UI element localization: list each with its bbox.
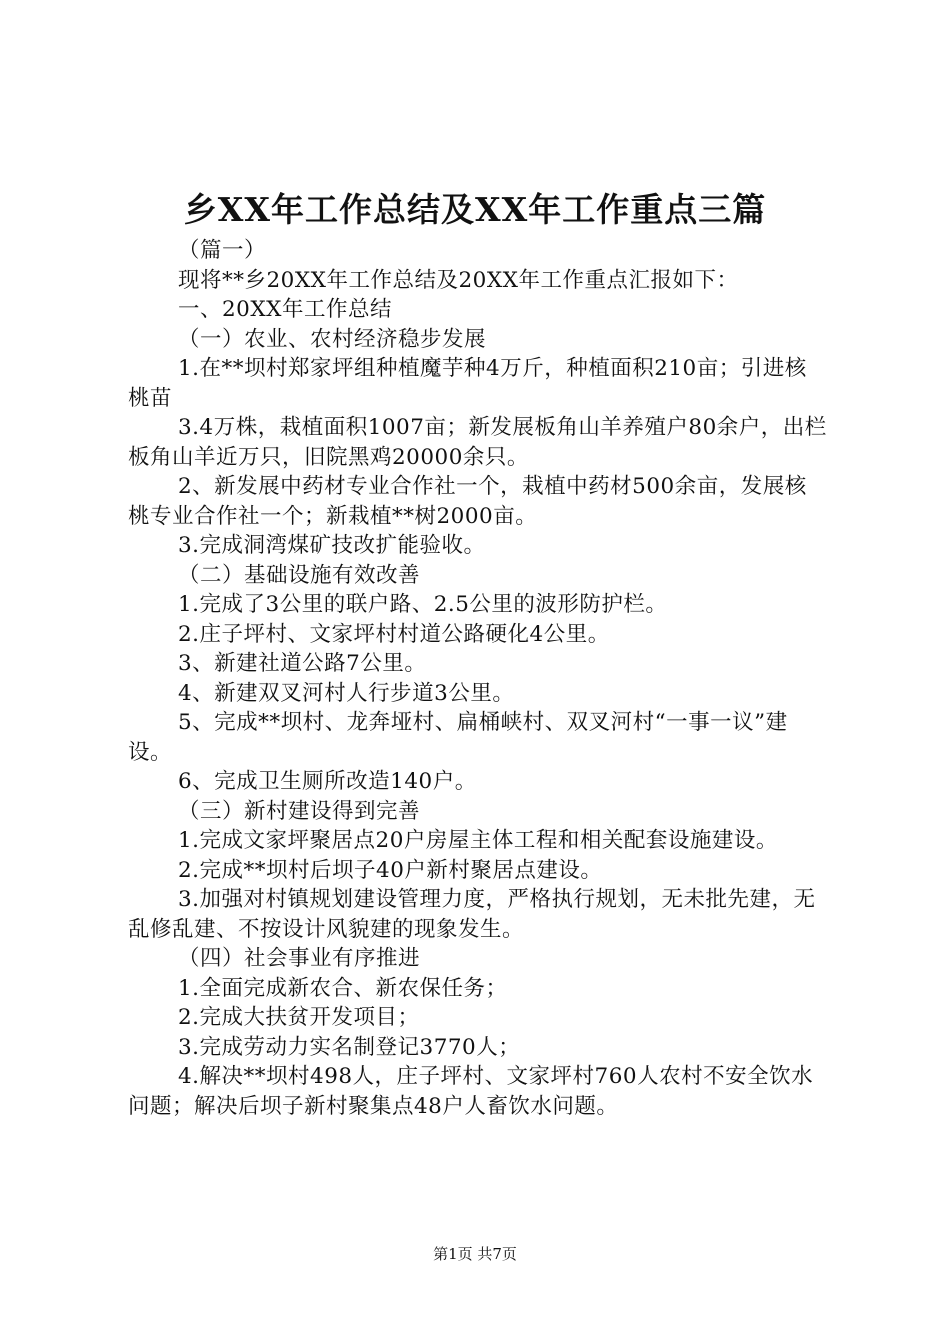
paragraph: 3.完成劳动力实名制登记3770人； [178,1034,521,1060]
paragraph: 1.在**坝村郑家坪组种植魔芋种4万斤，种植面积210亩；引进核桃苗 [128,356,807,411]
paragraph: 1.全面完成新农合、新农保任务； [178,975,508,1001]
document-title: 乡XX年工作总结及XX年工作重点三篇 [183,190,767,229]
paragraph: 4、新建双叉河村人行步道3公里。 [178,680,515,706]
paragraph: 3、新建社道公路7公里。 [178,651,427,676]
paragraph: 2.庄子坪村、文家坪村村道公路硬化4公里。 [178,621,610,647]
paragraph: 2.完成**坝村后坝子40户新村聚居点建设。 [178,857,603,883]
subsection-heading: （二）基础设施有效改善 [178,562,421,588]
paragraph: 6、完成卫生厕所改造140户。 [178,769,477,794]
paragraph: 5、完成**坝村、龙奔垭村、扁桶峡村、双叉河村“一事一议”建设。 [128,710,788,765]
paragraph: 现将**乡20XX年工作总结及20XX年工作重点汇报如下： [178,267,739,293]
paragraph: 3.完成洞湾煤矿技改扩能验收。 [178,533,486,558]
paragraph: 2、新发展中药材专业合作社一个，栽植中药材500余亩，发展核桃专业合作社一个；新栽植**树2000亩。 [128,474,807,529]
paragraph: 1.完成文家坪聚居点20户房屋主体工程和相关配套设施建设。 [178,828,778,853]
subsection-heading: （三）新村建设得到完善 [178,798,421,824]
paragraph: 1.完成了3公里的联户路、2.5公里的波形防护栏。 [178,592,668,617]
paragraph: （篇一） [178,238,267,263]
subsection-heading: （四）社会事业有序推进 [178,946,421,971]
page-number-footer: 第1页 共7页 [433,1245,517,1263]
paragraph: 3.4万株，栽植面积1007亩；新发展板角山羊养殖户80余户，出栏板角山羊近万只，旧院黑鸡20000余只。 [128,415,827,470]
paragraph: 3.加强对村镇规划建设管理力度，严格执行规划，无未批先建，无乱修乱建、不按设计风貌建的现象发生。 [128,887,816,942]
section-heading: 一、20XX年工作总结 [178,297,392,322]
paragraph: 4.解决**坝村498人，庄子坪村、文家坪村760人农村不安全饮水问题；解决后坝子新村聚集点48户人畜饮水问题。 [128,1064,814,1119]
document-body [128,236,828,1121]
subsection-heading: （一）农业、农村经济稳步发展 [178,326,487,352]
paragraph: 2.完成大扶贫开发项目； [178,1005,420,1030]
